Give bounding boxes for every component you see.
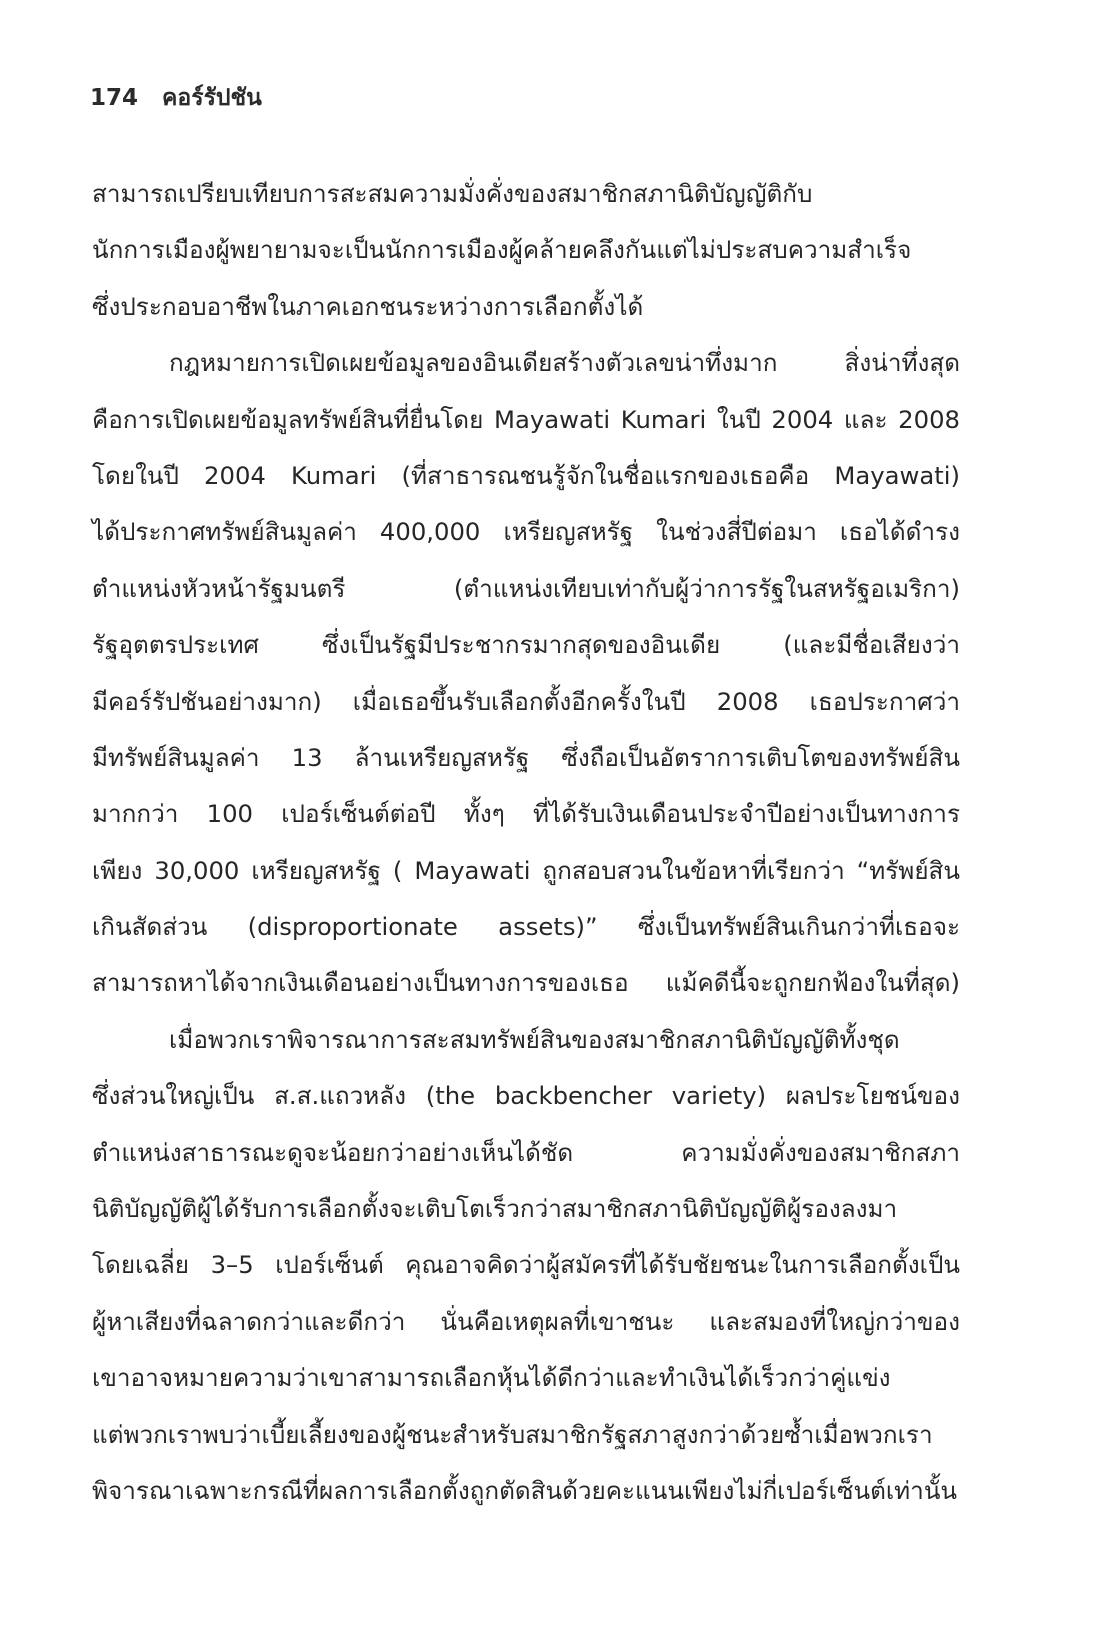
text-line: รัฐอุตตรประเทศ ซึ่งเป็นรัฐมีประชากรมากสุดของอินเดีย (และมีชื่อเสียงว่า [92, 630, 960, 660]
text-line: ตำแหน่งหัวหน้ารัฐมนตรี (ตำแหน่งเทียบเท่ากับผู้ว่าการรัฐในสหรัฐอเมริกา) [92, 573, 960, 603]
text-line: นิติบัญญัติผู้ได้รับการเลือกตั้งจะเติบโตเร็วกว่าสมาชิกสภานิติบัญญัติผู้รองลงมา [92, 1194, 898, 1224]
text-line: มีทรัพย์สินมูลค่า 13 ล้านเหรียญสหรัฐ ซึ่งถือเป็นอัตราการเติบโตของทรัพย์สิน [92, 742, 960, 772]
text-line: โดยเฉลี่ย 3–5 เปอร์เซ็นต์ คุณอาจคิดว่าผู้สมัครที่ได้รับชัยชนะในการเลือกตั้งเป็น [92, 1250, 960, 1280]
book-title: คอร์รัปชัน [162, 85, 262, 111]
text-line: เพียง 30,000 เหรียญสหรัฐ ( Mayawati ถูกสอบสวนในข้อหาที่เรียกว่า “ทรัพย์สิน [92, 855, 960, 885]
text-line: ผู้หาเสียงที่ฉลาดกว่าและดีกว่า นั่นคือเหตุผลที่เขาชนะ และสมองที่ใหญ่กว่าของ [92, 1306, 960, 1336]
text-line: ซึ่งส่วนใหญ่เป็น ส.ส.แถวหลัง (the backbencher variety) ผลประโยชน์ของ [92, 1081, 960, 1111]
text-line: เมื่อพวกเราพิจารณาการสะสมทรัพย์สินของสมาชิกสภานิติบัญญัติทั้งชุด [169, 1024, 900, 1054]
text-line: ซึ่งประกอบอาชีพในภาคเอกชนระหว่างการเลือกตั้งได้ [92, 291, 644, 321]
text-line: เขาอาจหมายความว่าเขาสามารถเลือกหุ้นได้ดีกว่าและทำเงินได้เร็วกว่าคู่แข่ง [92, 1363, 891, 1393]
text-line: เกินสัดส่วน (disproportionate assets)” ซึ่งเป็นทรัพย์สินเกินกว่าที่เธอจะ [92, 912, 960, 942]
text-line: คือการเปิดเผยข้อมูลทรัพย์สินที่ยื่นโดย Mayawati Kumari ในปี 2004 และ 2008 [92, 404, 960, 434]
text-line: มีคอร์รัปชันอย่างมาก) เมื่อเธอขึ้นรับเลือกตั้งอีกครั้งในปี 2008 เธอประกาศว่า [92, 686, 960, 716]
text-line: กฎหมายการเปิดเผยข้อมูลของอินเดียสร้างตัวเลขน่าทึ่งมาก สิ่งน่าทึ่งสุด [169, 348, 960, 378]
text-line: มากกว่า 100 เปอร์เซ็นต์ต่อปี ทั้งๆ ที่ได้รับเงินเดือนประจำปีอย่างเป็นทางการ [92, 799, 960, 829]
text-line: ตำแหน่งสาธารณะดูจะน้อยกว่าอย่างเห็นได้ชัด ความมั่งคั่งของสมาชิกสภา [92, 1137, 960, 1167]
text-line: สามารถหาได้จากเงินเดือนอย่างเป็นทางการของเธอ แม้คดีนี้จะถูกยกฟ้องในที่สุด) [92, 968, 960, 998]
text-line: นักการเมืองผู้พยายามจะเป็นนักการเมืองผู้คล้ายคลึงกันแต่ไม่ประสบความสำเร็จ [92, 235, 912, 265]
body-text [92, 166, 960, 1519]
text-line: สามารถเปรียบเทียบการสะสมความมั่งคั่งของสมาชิกสภานิติบัญญัติกับ [92, 179, 813, 208]
text-line: ได้ประกาศทรัพย์สินมูลค่า 400,000 เหรียญสหรัฐ ในช่วงสี่ปีต่อมา เธอได้ดำรง [92, 517, 960, 547]
page-number: 174 [90, 85, 139, 111]
running-header [90, 80, 262, 116]
text-line: แต่พวกเราพบว่าเบี้ยเลี้ยงของผู้ชนะสำหรับสมาชิกรัฐสภาสูงกว่าด้วยซ้ำเมื่อพวกเรา [92, 1419, 933, 1449]
text-line: พิจารณาเฉพาะกรณีที่ผลการเลือกตั้งถูกตัดสินด้วยคะแนนเพียงไม่กี่เปอร์เซ็นต์เท่านั้น [92, 1475, 958, 1505]
text-line: โดยในปี 2004 Kumari (ที่สาธารณชนรู้จักในชื่อแรกของเธอคือ Mayawati) [92, 460, 960, 490]
